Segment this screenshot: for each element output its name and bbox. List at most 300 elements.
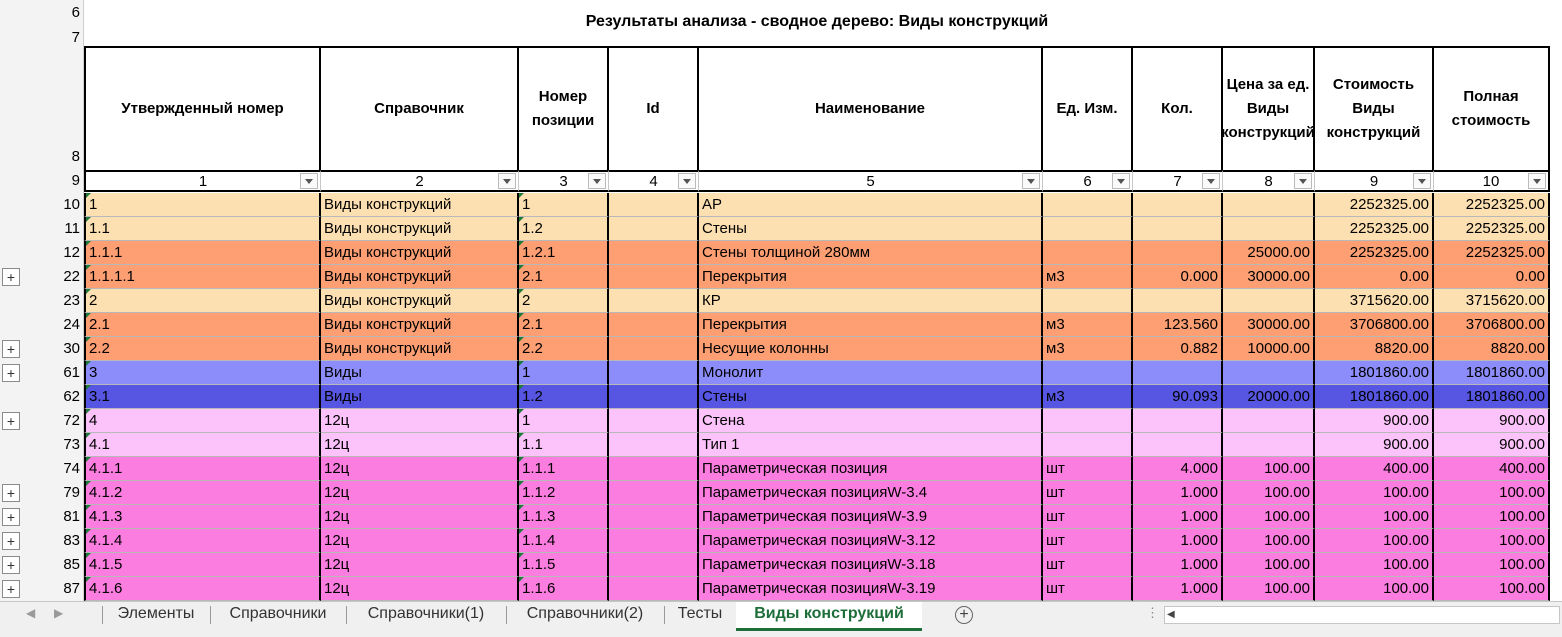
name-cell[interactable]: Тип 1 <box>699 433 1043 457</box>
id-cell[interactable] <box>609 553 699 577</box>
column-number-cell <box>609 170 699 192</box>
reference-book-cell[interactable]: Виды конструкций <box>321 265 519 289</box>
unit-price-cell[interactable] <box>1223 217 1315 241</box>
cell-text: 1 <box>89 196 98 213</box>
cell-text: 1.1.3 <box>522 508 556 525</box>
row-number[interactable]: 23 <box>63 292 80 309</box>
expand-group-button[interactable]: + <box>2 268 20 286</box>
unit-cell[interactable]: м3 <box>1043 265 1133 289</box>
unit-price-cell[interactable]: 30000.00 <box>1223 313 1315 337</box>
reference-book-cell[interactable]: Виды конструкций <box>321 337 519 361</box>
total-cost-cell[interactable]: 900.00 <box>1434 433 1550 457</box>
id-cell[interactable] <box>609 409 699 433</box>
quantity-cell[interactable]: 0.000 <box>1133 265 1223 289</box>
filter-dropdown-button[interactable] <box>1294 173 1312 189</box>
text-number-warning-icon <box>519 457 524 462</box>
cost-cell[interactable]: 100.00 <box>1315 529 1434 553</box>
total-cost-cell[interactable]: 3715620.00 <box>1434 289 1550 313</box>
cost-cell[interactable]: 400.00 <box>1315 457 1434 481</box>
quantity-cell[interactable]: 1.000 <box>1133 505 1223 529</box>
quantity-cell[interactable]: 123.560 <box>1133 313 1223 337</box>
total-cost-cell[interactable]: 100.00 <box>1434 481 1550 505</box>
cell-text: 4.1 <box>89 436 110 453</box>
reference-book-cell[interactable]: Виды <box>321 361 519 385</box>
position-number-cell[interactable] <box>519 433 609 457</box>
table-row <box>84 361 1550 385</box>
sheet-tab-reference-books[interactable]: Справочники <box>210 602 346 628</box>
id-cell[interactable] <box>609 217 699 241</box>
text-number-warning-icon <box>519 361 524 366</box>
table-row <box>84 265 1550 289</box>
column-number-cell <box>1133 170 1223 192</box>
row-number[interactable]: 74 <box>63 460 80 477</box>
reference-book-cell[interactable]: 12ц <box>321 505 519 529</box>
text-number-warning-icon <box>86 529 91 534</box>
unit-cell[interactable]: м3 <box>1043 313 1133 337</box>
row-number-7[interactable]: 7 <box>71 29 80 46</box>
id-cell[interactable] <box>609 193 699 217</box>
cell-text: 4.1.2 <box>89 484 123 501</box>
position-number-cell[interactable] <box>519 505 609 529</box>
quantity-cell[interactable]: 1.000 <box>1133 529 1223 553</box>
name-cell[interactable]: Параметрическая позицияW-3.12 <box>699 529 1043 553</box>
table-row <box>84 577 1550 601</box>
unit-cell[interactable] <box>1043 433 1133 457</box>
total-cost-cell[interactable]: 2252325.00 <box>1434 193 1550 217</box>
unit-cell[interactable] <box>1043 241 1133 265</box>
quantity-cell[interactable] <box>1133 289 1223 313</box>
cost-cell[interactable]: 100.00 <box>1315 481 1434 505</box>
sheet-tab-reference-books-2[interactable]: Справочники(2) <box>506 602 664 628</box>
cost-cell[interactable]: 900.00 <box>1315 409 1434 433</box>
position-number-cell[interactable] <box>519 337 609 361</box>
approved-number-cell[interactable] <box>84 289 321 313</box>
position-number-cell[interactable] <box>519 577 609 601</box>
reference-book-cell[interactable]: Виды конструкций <box>321 241 519 265</box>
expand-group-button[interactable]: + <box>2 556 20 574</box>
reference-book-cell[interactable]: 12ц <box>321 433 519 457</box>
filter-dropdown-button[interactable] <box>1112 173 1130 189</box>
total-cost-cell[interactable]: 2252325.00 <box>1434 217 1550 241</box>
table-row <box>84 409 1550 433</box>
cost-cell[interactable]: 2252325.00 <box>1315 241 1434 265</box>
id-cell[interactable] <box>609 361 699 385</box>
total-cost-cell[interactable]: 1801860.00 <box>1434 361 1550 385</box>
text-number-warning-icon <box>86 313 91 318</box>
reference-book-cell[interactable]: Виды конструкций <box>321 313 519 337</box>
cell-text: 3 <box>89 364 98 381</box>
row-number[interactable]: 83 <box>63 532 80 549</box>
quantity-cell[interactable]: 1.000 <box>1133 553 1223 577</box>
column-number: 9 <box>1369 173 1379 190</box>
total-cost-cell[interactable]: 100.00 <box>1434 553 1550 577</box>
column-number-cell <box>321 170 519 192</box>
approved-number-cell[interactable] <box>84 409 321 433</box>
reference-book-cell[interactable]: Виды конструкций <box>321 217 519 241</box>
unit-price-cell[interactable]: 100.00 <box>1223 457 1315 481</box>
id-cell[interactable] <box>609 385 699 409</box>
quantity-cell[interactable] <box>1133 193 1223 217</box>
cell-text: 1.2 <box>522 220 543 237</box>
quantity-cell[interactable] <box>1133 361 1223 385</box>
cost-cell[interactable]: 2252325.00 <box>1315 193 1434 217</box>
id-cell[interactable] <box>609 481 699 505</box>
text-number-warning-icon <box>519 265 524 270</box>
text-number-warning-icon <box>86 433 91 438</box>
name-cell[interactable]: КР <box>699 289 1043 313</box>
position-number-cell[interactable] <box>519 457 609 481</box>
cost-cell[interactable]: 100.00 <box>1315 577 1434 601</box>
position-number-cell[interactable] <box>519 481 609 505</box>
name-cell[interactable]: АР <box>699 193 1043 217</box>
more-tabs-icon[interactable]: ⋮ <box>1146 605 1159 620</box>
total-cost-cell[interactable]: 2252325.00 <box>1434 241 1550 265</box>
row-number[interactable]: 10 <box>63 196 80 213</box>
text-number-warning-icon <box>519 337 524 342</box>
position-number-cell[interactable] <box>519 361 609 385</box>
column-number-cell <box>699 170 1043 192</box>
expand-group-button[interactable]: + <box>2 484 20 502</box>
unit-cell[interactable] <box>1043 289 1133 313</box>
text-number-warning-icon <box>519 433 524 438</box>
quantity-cell[interactable]: 1.000 <box>1133 481 1223 505</box>
name-cell[interactable]: Стены <box>699 217 1043 241</box>
text-number-warning-icon <box>519 481 524 486</box>
position-number-cell[interactable] <box>519 529 609 553</box>
cell-text: 4.1.3 <box>89 508 123 525</box>
header-position-number[interactable]: Номер позиции <box>519 48 609 170</box>
row-number[interactable]: 24 <box>63 316 80 333</box>
id-cell[interactable] <box>609 457 699 481</box>
name-cell[interactable]: Параметрическая позицияW-3.19 <box>699 577 1043 601</box>
unit-cell[interactable] <box>1043 361 1133 385</box>
sheet-tab-elements[interactable]: Элементы <box>102 602 210 628</box>
sheet-tab-construction-types[interactable]: Виды конструкций <box>736 602 922 631</box>
column-number: 5 <box>866 173 875 190</box>
row-number-9[interactable]: 9 <box>71 172 80 189</box>
approved-number-cell[interactable] <box>84 577 321 601</box>
total-cost-cell[interactable]: 100.00 <box>1434 505 1550 529</box>
filter-dropdown-button[interactable] <box>1528 173 1546 189</box>
approved-number-cell[interactable] <box>84 313 321 337</box>
cell-text: 4.1.5 <box>89 556 123 573</box>
name-cell[interactable]: Стена <box>699 409 1043 433</box>
unit-cell[interactable]: м3 <box>1043 385 1133 409</box>
header-quantity[interactable]: Кол. <box>1133 48 1223 170</box>
header-total-cost[interactable]: Полная стоимость <box>1434 48 1550 170</box>
cell-text: 1.1.1.1 <box>89 268 135 285</box>
add-sheet-icon[interactable]: + <box>955 606 973 624</box>
unit-price-cell[interactable] <box>1223 361 1315 385</box>
unit-cell[interactable]: шт <box>1043 577 1133 601</box>
cost-cell[interactable]: 1801860.00 <box>1315 385 1434 409</box>
total-cost-cell[interactable]: 100.00 <box>1434 577 1550 601</box>
approved-number-cell[interactable] <box>84 265 321 289</box>
row-number[interactable]: 11 <box>64 220 80 237</box>
unit-price-cell[interactable]: 100.00 <box>1223 529 1315 553</box>
text-number-warning-icon <box>519 289 524 294</box>
total-cost-cell[interactable]: 0.00 <box>1434 265 1550 289</box>
approved-number-cell[interactable] <box>84 337 321 361</box>
cost-cell[interactable]: 0.00 <box>1315 265 1434 289</box>
approved-number-cell[interactable] <box>84 457 321 481</box>
row-number-6[interactable]: 6 <box>71 4 80 21</box>
name-cell[interactable]: Перекрытия <box>699 313 1043 337</box>
report-title: Результаты анализа - сводное дерево: Виды конструкций <box>585 13 1049 30</box>
unit-cell[interactable]: м3 <box>1043 337 1133 361</box>
table-row <box>84 217 1550 241</box>
quantity-cell[interactable]: 4.000 <box>1133 457 1223 481</box>
row-number[interactable]: 62 <box>63 388 80 405</box>
cell-text: 1.1.4 <box>522 532 556 549</box>
position-number-cell[interactable] <box>519 385 609 409</box>
cost-cell[interactable]: 100.00 <box>1315 553 1434 577</box>
text-number-warning-icon <box>86 289 91 294</box>
approved-number-cell[interactable] <box>84 217 321 241</box>
name-cell[interactable]: Параметрическая позиция <box>699 457 1043 481</box>
unit-price-cell[interactable]: 20000.00 <box>1223 385 1315 409</box>
unit-cell[interactable]: шт <box>1043 529 1133 553</box>
row-number[interactable]: 72 <box>63 412 80 429</box>
sheet-tab-tests[interactable]: Тесты <box>664 602 736 628</box>
approved-number-cell[interactable] <box>84 385 321 409</box>
approved-number-cell[interactable] <box>84 241 321 265</box>
expand-group-button[interactable]: + <box>2 532 20 550</box>
expand-group-button[interactable]: + <box>2 412 20 430</box>
unit-price-cell[interactable]: 10000.00 <box>1223 337 1315 361</box>
text-number-warning-icon <box>86 241 91 246</box>
text-number-warning-icon <box>519 409 524 414</box>
header-unit-price[interactable]: Цена за ед. Виды конструкций <box>1223 48 1315 170</box>
reference-book-cell[interactable]: 12ц <box>321 529 519 553</box>
position-number-cell[interactable] <box>519 217 609 241</box>
total-cost-cell[interactable]: 400.00 <box>1434 457 1550 481</box>
reference-book-cell[interactable]: Виды конструкций <box>321 289 519 313</box>
row-number[interactable]: 73 <box>63 436 80 453</box>
filter-dropdown-button[interactable] <box>498 173 516 189</box>
cell-text: 4.1.1 <box>89 460 123 477</box>
name-cell[interactable]: Несущие колонны <box>699 337 1043 361</box>
unit-price-cell[interactable]: 100.00 <box>1223 505 1315 529</box>
name-cell[interactable]: Параметрическая позицияW-3.18 <box>699 553 1043 577</box>
quantity-cell[interactable] <box>1133 433 1223 457</box>
filter-dropdown-button[interactable] <box>678 173 696 189</box>
position-number-cell[interactable] <box>519 265 609 289</box>
quantity-cell[interactable]: 0.882 <box>1133 337 1223 361</box>
text-number-warning-icon <box>86 457 91 462</box>
unit-price-cell[interactable] <box>1223 289 1315 313</box>
id-cell[interactable] <box>609 265 699 289</box>
position-number-cell[interactable] <box>519 313 609 337</box>
reference-book-cell[interactable]: 12ц <box>321 457 519 481</box>
reference-book-cell[interactable]: Виды <box>321 385 519 409</box>
unit-cell[interactable]: шт <box>1043 505 1133 529</box>
filter-dropdown-button[interactable] <box>1202 173 1220 189</box>
cost-cell[interactable]: 3706800.00 <box>1315 313 1434 337</box>
header-id[interactable]: Id <box>609 48 699 170</box>
total-cost-cell[interactable]: 100.00 <box>1434 529 1550 553</box>
id-cell[interactable] <box>609 313 699 337</box>
id-cell[interactable] <box>609 529 699 553</box>
approved-number-cell[interactable] <box>84 553 321 577</box>
position-number-cell[interactable] <box>519 553 609 577</box>
unit-cell[interactable]: шт <box>1043 553 1133 577</box>
position-number-cell[interactable] <box>519 193 609 217</box>
table-row <box>84 553 1550 577</box>
row-number[interactable]: 79 <box>63 484 80 501</box>
cost-cell[interactable]: 2252325.00 <box>1315 217 1434 241</box>
approved-number-cell[interactable] <box>84 529 321 553</box>
approved-number-cell[interactable] <box>84 481 321 505</box>
row-number-8[interactable]: 8 <box>71 148 80 165</box>
row-number[interactable]: 61 <box>63 364 80 381</box>
reference-book-cell[interactable]: 12ц <box>321 577 519 601</box>
reference-book-cell[interactable]: Виды конструкций <box>321 193 519 217</box>
reference-book-cell[interactable]: 12ц <box>321 409 519 433</box>
quantity-cell[interactable] <box>1133 217 1223 241</box>
approved-number-cell[interactable] <box>84 193 321 217</box>
total-cost-cell[interactable]: 8820.00 <box>1434 337 1550 361</box>
cell-text: 2.1 <box>522 316 543 333</box>
unit-price-cell[interactable] <box>1223 193 1315 217</box>
id-cell[interactable] <box>609 577 699 601</box>
text-number-warning-icon <box>86 505 91 510</box>
name-cell[interactable]: Параметрическая позицияW-3.9 <box>699 505 1043 529</box>
prev-sheet-icon[interactable]: ◀ <box>26 606 36 620</box>
cell-text: 4.1.4 <box>89 532 123 549</box>
header-name[interactable]: Наименование <box>699 48 1043 170</box>
column-number: 10 <box>1482 173 1500 190</box>
reference-book-cell[interactable]: 12ц <box>321 553 519 577</box>
cell-text: 2 <box>522 292 531 309</box>
reference-book-cell[interactable]: 12ц <box>321 481 519 505</box>
table-row <box>84 337 1550 361</box>
total-cost-cell[interactable]: 900.00 <box>1434 409 1550 433</box>
cost-cell[interactable]: 100.00 <box>1315 505 1434 529</box>
expand-group-button[interactable]: + <box>2 340 20 358</box>
quantity-cell[interactable]: 90.093 <box>1133 385 1223 409</box>
id-cell[interactable] <box>609 289 699 313</box>
unit-cell[interactable]: шт <box>1043 457 1133 481</box>
name-cell[interactable]: Параметрическая позицияW-3.4 <box>699 481 1043 505</box>
name-cell[interactable]: Монолит <box>699 361 1043 385</box>
position-number-cell[interactable] <box>519 289 609 313</box>
cost-cell[interactable]: 1801860.00 <box>1315 361 1434 385</box>
approved-number-cell[interactable] <box>84 505 321 529</box>
column-number: 7 <box>1173 173 1182 190</box>
position-number-cell[interactable] <box>519 409 609 433</box>
next-sheet-icon[interactable]: ▶ <box>54 606 64 620</box>
name-cell[interactable]: Стены <box>699 385 1043 409</box>
column-number: 4 <box>649 173 658 190</box>
total-cost-cell[interactable]: 1801860.00 <box>1434 385 1550 409</box>
text-number-warning-icon <box>86 337 91 342</box>
id-cell[interactable] <box>609 241 699 265</box>
horizontal-scrollbar[interactable] <box>1164 606 1560 624</box>
column-number-cell <box>1434 170 1550 192</box>
column-number-cell <box>84 170 321 192</box>
unit-cell[interactable]: шт <box>1043 481 1133 505</box>
row-number[interactable]: 85 <box>63 556 80 573</box>
cost-cell[interactable]: 900.00 <box>1315 433 1434 457</box>
cell-text: 1.1.6 <box>522 580 556 597</box>
cost-cell[interactable]: 8820.00 <box>1315 337 1434 361</box>
unit-price-cell[interactable] <box>1223 409 1315 433</box>
column-number: 6 <box>1083 173 1092 190</box>
cell-text: 1 <box>522 364 531 381</box>
filter-dropdown-button[interactable] <box>300 173 318 189</box>
table-row <box>84 529 1550 553</box>
text-number-warning-icon <box>519 505 524 510</box>
cell-text: 4.1.6 <box>89 580 123 597</box>
unit-price-cell[interactable]: 100.00 <box>1223 481 1315 505</box>
unit-price-cell[interactable]: 100.00 <box>1223 553 1315 577</box>
unit-cell[interactable] <box>1043 217 1133 241</box>
id-cell[interactable] <box>609 433 699 457</box>
id-cell[interactable] <box>609 505 699 529</box>
text-number-warning-icon <box>519 553 524 558</box>
quantity-cell[interactable]: 1.000 <box>1133 577 1223 601</box>
header-reference-book[interactable]: Справочник <box>321 48 519 170</box>
approved-number-cell[interactable] <box>84 433 321 457</box>
row-number[interactable]: 81 <box>63 508 80 525</box>
text-number-warning-icon <box>86 193 91 198</box>
row-number[interactable]: 12 <box>63 244 80 261</box>
table-row <box>84 289 1550 313</box>
expand-group-button[interactable]: + <box>2 508 20 526</box>
sheet-tab-bar <box>0 601 1562 637</box>
expand-group-button[interactable]: + <box>2 580 20 598</box>
row-number[interactable]: 22 <box>63 268 80 285</box>
filter-dropdown-button[interactable] <box>1413 173 1431 189</box>
unit-cell[interactable] <box>1043 193 1133 217</box>
filter-dropdown-button[interactable] <box>588 173 606 189</box>
id-cell[interactable] <box>609 337 699 361</box>
cell-text: 1.1.1 <box>89 244 123 261</box>
cell-text: 2.1 <box>89 316 110 333</box>
column-number: 3 <box>559 173 568 190</box>
expand-group-button[interactable]: + <box>2 364 20 382</box>
unit-price-cell[interactable]: 25000.00 <box>1223 241 1315 265</box>
scroll-left-icon[interactable]: ◀ <box>1167 609 1175 620</box>
unit-cell[interactable] <box>1043 409 1133 433</box>
cell-text: 2 <box>89 292 98 309</box>
quantity-cell[interactable] <box>1133 409 1223 433</box>
unit-price-cell[interactable]: 100.00 <box>1223 577 1315 601</box>
header-unit[interactable]: Ед. Изм. <box>1043 48 1133 170</box>
text-number-warning-icon <box>519 193 524 198</box>
sheet-tab-reference-books-1[interactable]: Справочники(1) <box>346 602 506 628</box>
unit-price-cell[interactable] <box>1223 433 1315 457</box>
name-cell[interactable]: Стены толщиной 280мм <box>699 241 1043 265</box>
text-number-warning-icon <box>86 553 91 558</box>
row-number[interactable]: 87 <box>63 580 80 597</box>
cell-text: 4 <box>89 412 98 429</box>
filter-dropdown-button[interactable] <box>1022 173 1040 189</box>
cost-cell[interactable]: 3715620.00 <box>1315 289 1434 313</box>
total-cost-cell[interactable]: 3706800.00 <box>1434 313 1550 337</box>
header-cost[interactable]: Стоимость Виды конструкций <box>1315 48 1434 170</box>
unit-price-cell[interactable]: 30000.00 <box>1223 265 1315 289</box>
row-number[interactable]: 30 <box>63 340 80 357</box>
position-number-cell[interactable] <box>519 241 609 265</box>
header-approved-number[interactable]: Утвержденный номер <box>84 48 321 170</box>
column-number-cell <box>519 170 609 192</box>
quantity-cell[interactable] <box>1133 241 1223 265</box>
approved-number-cell[interactable] <box>84 361 321 385</box>
text-number-warning-icon <box>519 241 524 246</box>
name-cell[interactable]: Перекрытия <box>699 265 1043 289</box>
